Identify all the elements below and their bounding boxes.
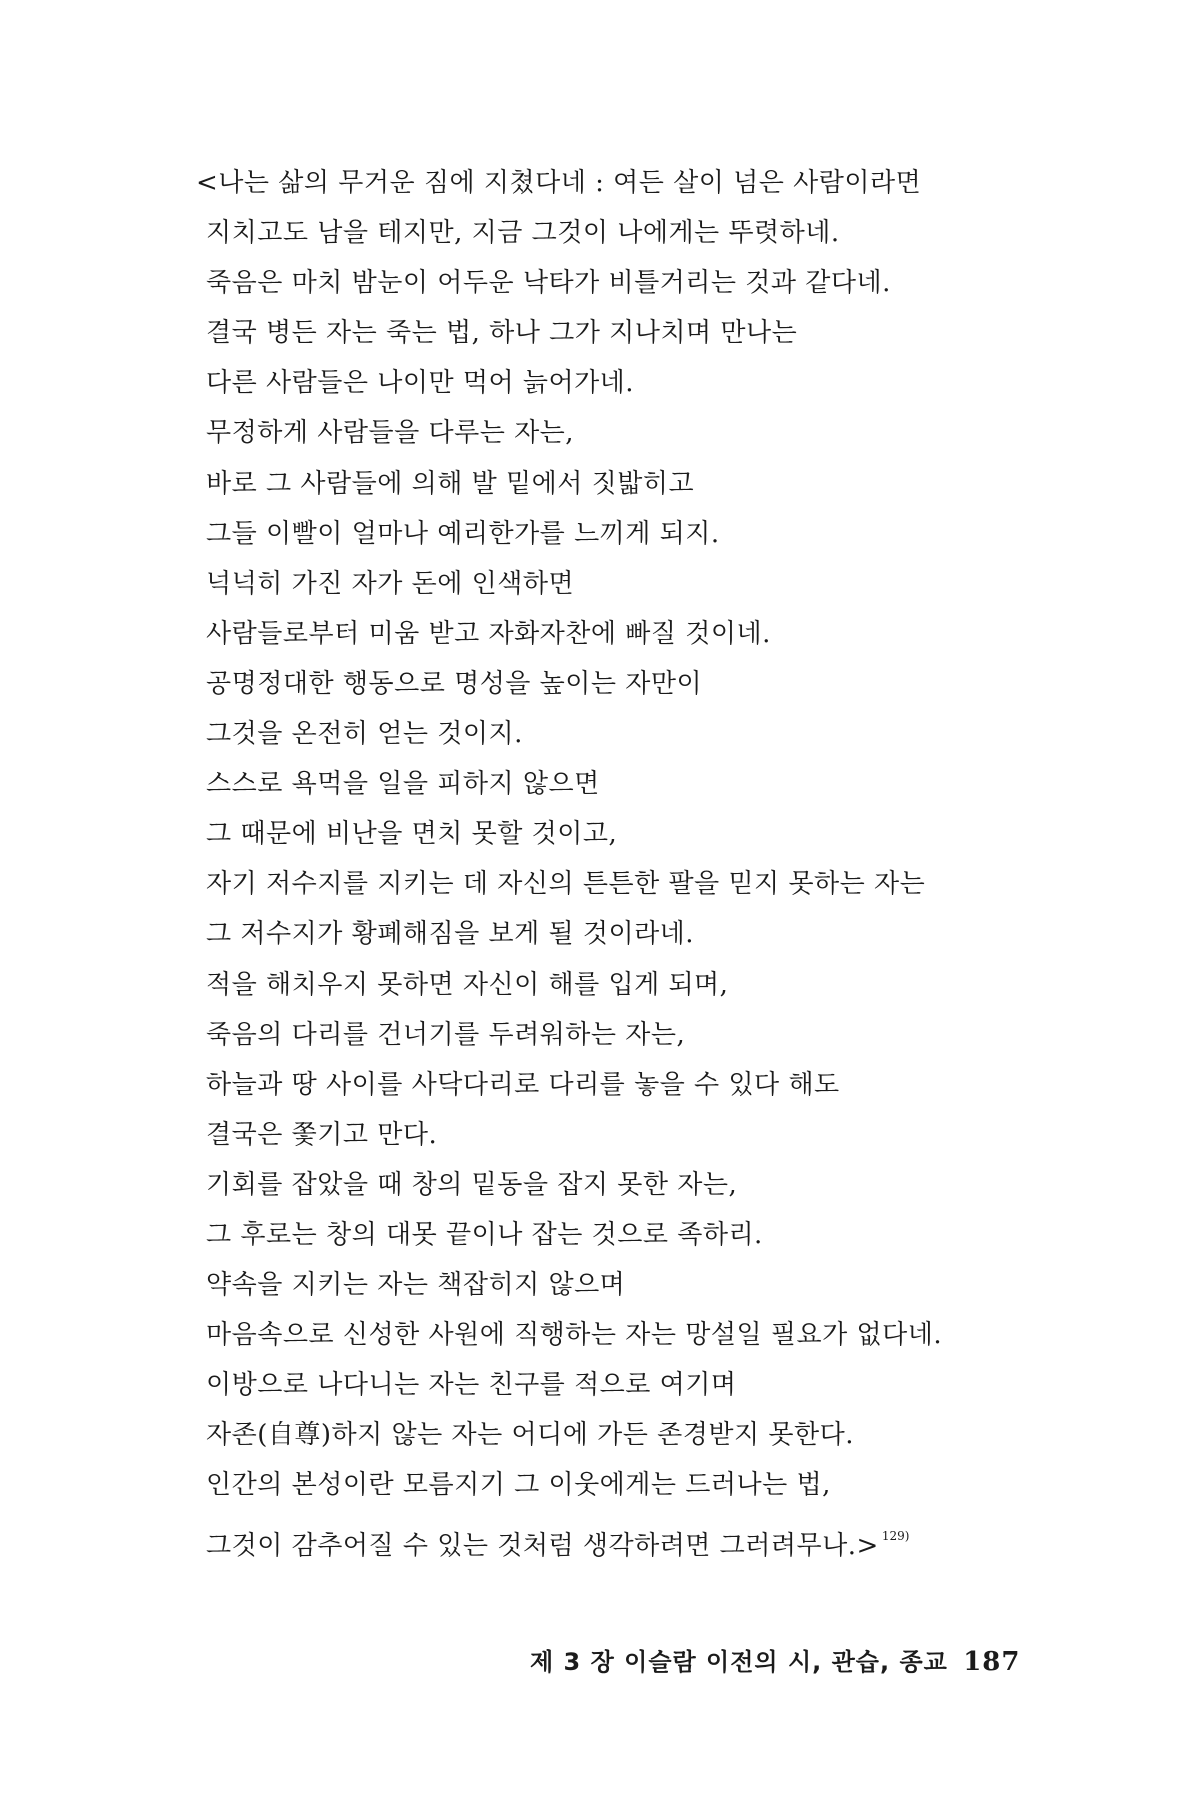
poem-line: 공명정대한 행동으로 명성을 높이는 자만이 — [206, 668, 703, 699]
poem-line: 바로 그 사람들에 의해 발 밑에서 짓밟히고 — [206, 468, 695, 499]
poem-block — [196, 158, 996, 1561]
poem-line — [196, 1511, 996, 1561]
poem-line: 인간의 본성이란 모름지기 그 이웃에게는 드러나는 법, — [206, 1470, 831, 1501]
running-title: 제 3 장 이슬람 이전의 시, 관습, 종교 — [530, 1648, 948, 1676]
page-footer — [530, 1642, 1030, 1677]
footnote-marker[interactable]: 129) — [881, 1528, 910, 1543]
poem-line: 하늘과 땅 사이를 사닥다리로 다리를 놓을 수 있다 해도 — [206, 1069, 840, 1100]
poem-line: 죽음은 마치 밤눈이 어두운 낙타가 비틀거리는 것과 같다네. — [206, 268, 891, 299]
poem-line: 이방으로 나다니는 자는 친구를 적으로 여기며 — [206, 1370, 737, 1401]
poem-line: 자기 저수지를 지키는 데 자신의 튼튼한 팔을 믿지 못하는 자는 — [206, 869, 926, 900]
poem-line: 그것을 온전히 얻는 것이지. — [206, 719, 523, 750]
poem-line: 결국은 쫓기고 만다. — [206, 1119, 438, 1150]
poem-line: 다른 사람들은 나이만 먹어 늙어가네. — [206, 368, 635, 399]
poem-line: 적을 해치우지 못하면 자신이 해를 입게 되며, — [206, 969, 729, 1000]
poem-line: 그 저수지가 황폐해짐을 보게 될 것이라네. — [206, 919, 695, 950]
poem-line: 사람들로부터 미움 받고 자화자찬에 빠질 것이네. — [206, 618, 771, 649]
poem-line: 지치고도 남을 테지만, 지금 그것이 나에게는 뚜렷하네. — [206, 218, 840, 249]
poem-line: 자존(自尊)하지 않는 자는 어디에 가든 존경받지 못한다. — [206, 1420, 854, 1451]
poem-line: 결국 병든 자는 죽는 법, 하나 그가 지나치며 만나는 — [206, 318, 798, 349]
poem-line: 약속을 지키는 자는 책잡히지 않으며 — [206, 1270, 626, 1301]
poem-line: 그들 이빨이 얼마나 예리한가를 느끼게 되지. — [206, 518, 720, 549]
poem-line: 스스로 욕먹을 일을 피하지 않으면 — [206, 769, 600, 800]
poem-line: 마음속으로 신성한 사원에 직행하는 자는 망설일 필요가 없다네. — [206, 1320, 943, 1351]
page-number: 187 — [963, 1647, 1021, 1677]
poem-line: 넉넉히 가진 자가 돈에 인색하면 — [206, 568, 575, 599]
poem-line: 죽음의 다리를 건너기를 두려워하는 자는, — [206, 1019, 686, 1050]
poem-line: <나는 삶의 무거운 짐에 지쳤다네 : 여든 살이 넘은 사람이라면 — [196, 168, 922, 198]
poem-line: 그 후로는 창의 대못 끝이나 잡는 것으로 족하리. — [206, 1219, 763, 1250]
poem-line: 그 때문에 비난을 면치 못할 것이고, — [206, 819, 618, 850]
poem-line: 기회를 잡았을 때 창의 밑동을 잡지 못한 자는, — [206, 1169, 738, 1200]
poem-line: 무정하게 사람들을 다루는 자는, — [206, 418, 575, 449]
poem-line-text: 그것이 감추어질 수 있는 것처럼 생각하려면 그러려무나.> — [206, 1530, 879, 1561]
